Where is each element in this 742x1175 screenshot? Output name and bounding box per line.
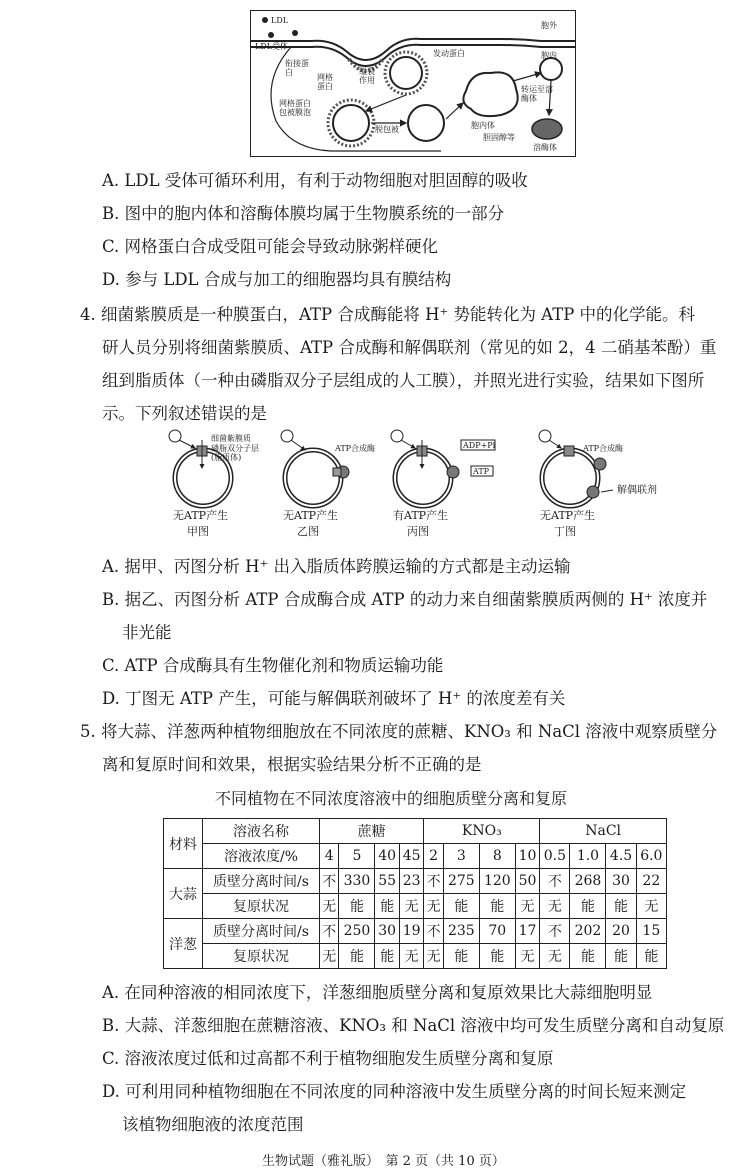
table-header-material: 材料: [164, 819, 203, 869]
q5-stem-line-1: 5. 将大蒜、洋葱两种植物细胞放在不同浓度的蔗糖、KNO₃ 和 NaCl 溶液中观察质壁分: [80, 722, 718, 741]
table-cell: 6.0: [636, 844, 666, 869]
q4-option-b-cont: 非光能: [122, 623, 172, 642]
caption-bing-name: 丙图: [407, 525, 429, 538]
table-row-label: 复原状况: [203, 894, 320, 919]
q5-option-d: D. 可利用同种植物细胞在不同浓度的同种溶液中发生质壁分离的时间长短来测定: [102, 1082, 687, 1101]
table-cell: 能: [636, 944, 666, 969]
table-cell: 50: [515, 869, 539, 894]
label-motor-protein: 发动蛋白: [433, 49, 465, 58]
endocytosis-diagram-svg: [251, 11, 575, 156]
q4-option-d: D. 丁图无 ATP 产生，可能与解偶联剂破坏了 H⁺ 的浓度差有关: [102, 689, 566, 708]
table-row-label: 复原状况: [203, 944, 320, 969]
table-header-row-2: [164, 844, 667, 869]
table-header-sucrose: 蔗糖: [320, 819, 424, 844]
table-cell: 3: [443, 844, 479, 869]
caption-jia-name: 甲图: [187, 525, 209, 538]
q5-option-c: C. 溶液浓度过低和过高都不利于植物细胞发生质壁分离和复原: [102, 1049, 554, 1068]
table-row-label: 质壁分离时间/s: [203, 919, 320, 944]
table-cell: 120: [479, 869, 515, 894]
label-pinch: 缢裂作用: [359, 67, 375, 85]
table-cell: 无: [320, 944, 339, 969]
label-uncoupler: 解偶联剂: [617, 485, 657, 496]
ldl-endocytosis-figure: [250, 10, 576, 157]
table-row: [164, 894, 667, 919]
table-cell: 无: [515, 894, 539, 919]
table-cell: 2: [424, 844, 443, 869]
table-cell: 无: [399, 894, 423, 919]
table-cell: 能: [339, 894, 375, 919]
q5-stem-line-2: 离和复原时间和效果，根据实验结果分析不正确的是: [102, 755, 482, 774]
table-cell: 能: [375, 894, 399, 919]
table-cell: 30: [375, 919, 399, 944]
table-cell: 1.0: [570, 844, 606, 869]
table-cell: 22: [636, 869, 666, 894]
label-clathrin-coated: 网格蛋白包被膜泡: [279, 99, 311, 117]
label-lysosome: 溶酶体: [533, 143, 557, 152]
table-cell: 20: [606, 919, 636, 944]
table-cell: 235: [443, 919, 479, 944]
table-cell: 45: [399, 844, 423, 869]
q4-option-b: B. 据乙、丙图分析 ATP 合成酶合成 ATP 的动力来自细菌紫膜质两侧的 H⁺ 浓度并: [102, 590, 708, 609]
caption-ding-result: 无ATP产生: [540, 509, 596, 522]
table-cell: 23: [399, 869, 423, 894]
q3-option-a: A. LDL 受体可循环利用，有利于动物细胞对胆固醇的吸收: [102, 171, 528, 190]
table-cell: 40: [375, 844, 399, 869]
table-cell: 10: [515, 844, 539, 869]
table-cell: 不: [540, 869, 570, 894]
table-row: [164, 919, 667, 944]
table-cell: 330: [339, 869, 375, 894]
table-cell: 无: [636, 894, 666, 919]
q3-option-d: D. 参与 LDL 合成与加工的细胞器均具有膜结构: [102, 270, 452, 289]
label-atp-synthase-yi: ATP合成酶: [335, 444, 376, 453]
q4-stem-line-2: 研人员分别将细菌紫膜质、ATP 合成酶和解偶联剂（常见的如 2，4 二硝基苯酚）重: [102, 338, 717, 357]
q4-stem-line-4: 示。下列叙述错误的是: [102, 404, 267, 423]
table-header-kno3: KNO₃: [424, 819, 540, 844]
table-cell: 30: [606, 869, 636, 894]
q5-option-d-cont: 该植物细胞液的浓度范围: [122, 1115, 304, 1134]
table-header-nacl: NaCl: [540, 819, 667, 844]
q4-option-c: C. ATP 合成酶具有生物催化剂和物质运输功能: [102, 656, 444, 675]
table-cell: 无: [399, 944, 423, 969]
table-cell: 4: [320, 844, 339, 869]
label-clathrin: 网格蛋白: [317, 73, 333, 91]
table-cell: 19: [399, 919, 423, 944]
table-cell: 能: [443, 894, 479, 919]
caption-jia-result: 无ATP产生: [173, 509, 229, 522]
table-cell: 275: [443, 869, 479, 894]
table-cell: 能: [570, 894, 606, 919]
page-footer: 生物试题（雅礼版） 第 2 页（共 10 页）: [262, 1154, 505, 1169]
q5-table-title: 不同植物在不同浓度溶液中的细胞质壁分离和复原: [215, 789, 568, 808]
caption-bing-result: 有ATP产生: [393, 509, 449, 522]
q4-stem-line-3: 组到脂质体（一种由磷脂双分子层组成的人工膜），并照光进行实验，结果如下图所: [102, 371, 705, 390]
table-cell: 能: [339, 944, 375, 969]
label-adp: ADP+Pi: [463, 441, 496, 450]
table-cell: 能: [479, 894, 515, 919]
table-cell: 17: [515, 919, 539, 944]
caption-yi-result: 无ATP产生: [283, 509, 339, 522]
caption-ding-name: 丁图: [554, 525, 576, 538]
table-cell: 202: [570, 919, 606, 944]
liposome-ding: [539, 430, 613, 506]
table-cell: 0.5: [540, 844, 570, 869]
table-cell: 无: [424, 944, 443, 969]
table-header-row-1: [164, 819, 667, 844]
table-cell: 无: [424, 894, 443, 919]
label-endosome: 胞内体: [471, 121, 495, 130]
q5-data-table: [163, 818, 667, 969]
q5-option-a: A. 在同种溶液的相同浓度下，洋葱细胞质壁分离和复原效果比大蒜细胞明显: [102, 983, 653, 1002]
liposome-yi: [281, 430, 349, 506]
table-cell: 不: [424, 919, 443, 944]
table-row-label: 质壁分离时间/s: [203, 869, 320, 894]
label-transport: 转运至溶酶体: [521, 85, 553, 103]
table-cell: 268: [570, 869, 606, 894]
q4-stem-line-1: 4. 细菌紫膜质是一种膜蛋白，ATP 合成酶能将 H⁺ 势能转化为 ATP 中的化学能。科: [80, 305, 696, 324]
q3-option-c: C. 网格蛋白合成受阻可能会导致动脉粥样硬化: [102, 237, 439, 256]
table-cell: 70: [479, 919, 515, 944]
table-cell: 250: [339, 919, 375, 944]
label-ldl-receptor: LDL受体: [255, 42, 289, 51]
table-cell: 无: [540, 944, 570, 969]
table-cell: 能: [443, 944, 479, 969]
table-cell: 5: [339, 844, 375, 869]
table-cell: 能: [606, 894, 636, 919]
table-plant-onion: 洋葱: [164, 919, 203, 969]
table-header-solution-name: 溶液名称: [203, 819, 320, 844]
label-outside: 胞外: [541, 21, 557, 30]
table-cell: 能: [479, 944, 515, 969]
table-cell: 无: [515, 944, 539, 969]
label-uncoated: 脱包被: [375, 125, 399, 134]
label-inside: 胞内: [541, 51, 557, 60]
table-cell: 无: [540, 894, 570, 919]
table-cell: 4.5: [606, 844, 636, 869]
table-cell: 无: [320, 894, 339, 919]
q5-option-b: B. 大蒜、洋葱细胞在蔗糖溶液、KNO₃ 和 NaCl 溶液中均可发生质壁分离和自动复原: [102, 1016, 725, 1035]
label-cholesterol: 胆固醇等: [483, 133, 515, 142]
table-cell: 8: [479, 844, 515, 869]
table-cell: 不: [540, 919, 570, 944]
liposome-figure: [165, 428, 665, 543]
label-lipid-vesicle: 磷脂双分子层(脂质体): [211, 444, 259, 462]
caption-yi-name: 乙图: [297, 525, 319, 538]
table-plant-garlic: 大蒜: [164, 869, 203, 919]
table-cell: 15: [636, 919, 666, 944]
table-cell: 55: [375, 869, 399, 894]
q3-option-b: B. 图中的胞内体和溶酶体膜均属于生物膜系统的一部分: [102, 204, 505, 223]
q4-option-a: A. 据甲、丙图分析 H⁺ 出入脂质体跨膜运输的方式都是主动运输: [102, 557, 571, 576]
table-header-solution-conc: 溶液浓度/%: [203, 844, 320, 869]
table-cell: 能: [375, 944, 399, 969]
table-cell: 能: [606, 944, 636, 969]
label-adaptor: 衔接蛋白: [285, 59, 309, 77]
table-cell: 不: [424, 869, 443, 894]
table-cell: 不: [320, 919, 339, 944]
table-cell: 不: [320, 869, 339, 894]
table-row: [164, 869, 667, 894]
table-row: [164, 944, 667, 969]
table-cell: 能: [570, 944, 606, 969]
label-ldl: LDL: [271, 16, 289, 25]
label-atp-synthase-ding: ATP合成酶: [583, 444, 624, 453]
label-purple-membrane: 细菌紫膜质: [211, 434, 251, 443]
label-atp: ATP: [473, 467, 490, 476]
